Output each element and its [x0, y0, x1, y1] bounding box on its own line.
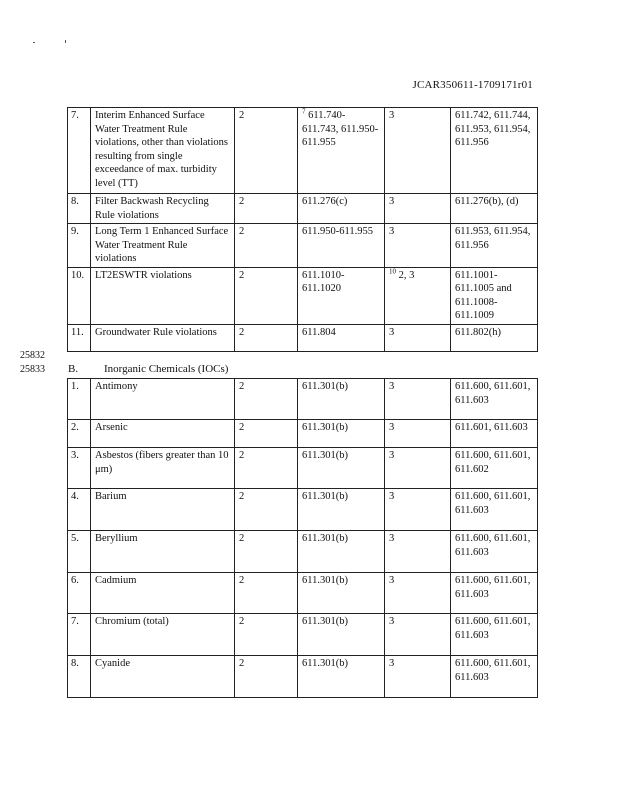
tier-cell: 2: [235, 448, 298, 489]
row-number: 4.: [68, 489, 91, 531]
citation-cell-text: 611.740-611.743, 611.950-611.955: [302, 110, 379, 148]
reporting-cell: [385, 267, 451, 324]
citation-cell: 611.301(b): [298, 573, 385, 614]
section-title: Inorganic Chemicals (IOCs): [104, 363, 229, 375]
notice-cell: 611.601, 611.603: [451, 420, 538, 448]
citation-cell: 611.950-611.955: [298, 224, 385, 268]
tier-cell: 2: [235, 108, 298, 194]
violation-cell: Asbestos (fibers greater than 10 μm): [91, 448, 235, 489]
violation-cell: Cadmium: [91, 573, 235, 614]
reporting-cell: 3: [385, 614, 451, 656]
row-number: 8.: [68, 194, 91, 224]
notice-cell: 611.802(h): [451, 324, 538, 351]
line-number: 25833: [20, 364, 45, 375]
notice-cell: 611.600, 611.601, 611.603: [451, 614, 538, 656]
citation-cell: 611.301(b): [298, 448, 385, 489]
citation-cell: 611.301(b): [298, 379, 385, 420]
table-row: [68, 489, 538, 531]
row-number: 7.: [68, 614, 91, 656]
table-row: [68, 573, 538, 614]
citation-cell: 611.301(b): [298, 614, 385, 656]
notice-cell: 611.742, 611.744, 611.953, 611.954, 611.956: [451, 108, 538, 194]
tier-cell: 2: [235, 224, 298, 268]
line-number: 25832: [20, 350, 45, 361]
notice-cell: 611.600, 611.601, 611.603: [451, 656, 538, 698]
reporting-cell: 3: [385, 573, 451, 614]
table-row: [68, 656, 538, 698]
row-number: 3.: [68, 448, 91, 489]
section-heading: [68, 363, 228, 377]
notice-cell: 611.600, 611.601, 611.603: [451, 573, 538, 614]
notice-cell: 611.600, 611.601, 611.602: [451, 448, 538, 489]
row-number: 11.: [68, 324, 91, 351]
scan-speck: [33, 42, 35, 43]
tier-cell: 2: [235, 267, 298, 324]
notice-cell: 611.600, 611.601, 611.603: [451, 531, 538, 573]
tier-cell: 2: [235, 379, 298, 420]
row-number: 1.: [68, 379, 91, 420]
violation-cell: Long Term 1 Enhanced Surface Water Treatment Rule violations: [91, 224, 235, 268]
document-id: JCAR350611-1709171r01: [412, 79, 533, 91]
table-surface-water-violations: [67, 107, 538, 352]
notice-cell: 611.600, 611.601, 611.603: [451, 379, 538, 420]
table-row: [68, 614, 538, 656]
citation-cell: 611.301(b): [298, 531, 385, 573]
row-number: 8.: [68, 656, 91, 698]
tier-cell: 2: [235, 324, 298, 351]
citation-cell: 611.301(b): [298, 656, 385, 698]
table-row: [68, 379, 538, 420]
citation-cell: [298, 108, 385, 194]
violation-cell: LT2ESWTR violations: [91, 267, 235, 324]
tier-cell: 2: [235, 573, 298, 614]
table-row: [68, 224, 538, 268]
reporting-cell: 3: [385, 224, 451, 268]
reporting-cell-text: 2, 3: [398, 269, 415, 281]
reporting-cell: 3: [385, 194, 451, 224]
row-number: 9.: [68, 224, 91, 268]
notice-cell: 611.953, 611.954, 611.956: [451, 224, 538, 268]
citation-cell: 611.301(b): [298, 420, 385, 448]
violation-cell: Cyanide: [91, 656, 235, 698]
violation-cell: Groundwater Rule violations: [91, 324, 235, 351]
citation-cell: 611.1010-611.1020: [298, 267, 385, 324]
scan-speck: [65, 40, 66, 43]
table-row: [68, 194, 538, 224]
notice-cell: 611.1001-611.1005 and 611.1008-611.1009: [451, 267, 538, 324]
table-inorganic-chemicals: [67, 378, 538, 698]
reporting-cell: 3: [385, 108, 451, 194]
notice-cell: 611.600, 611.601, 611.603: [451, 489, 538, 531]
footnote-marker: 7: [302, 107, 306, 116]
table-row: [68, 267, 538, 324]
violation-cell: Chromium (total): [91, 614, 235, 656]
citation-cell: 611.301(b): [298, 489, 385, 531]
reporting-cell: 3: [385, 420, 451, 448]
tier-cell: 2: [235, 614, 298, 656]
table-row: [68, 448, 538, 489]
tier-cell: 2: [235, 531, 298, 573]
tier-cell: 2: [235, 656, 298, 698]
notice-cell: 611.276(b), (d): [451, 194, 538, 224]
reporting-cell: 3: [385, 531, 451, 573]
reporting-cell: 3: [385, 656, 451, 698]
table-row: [68, 108, 538, 194]
tier-cell: 2: [235, 420, 298, 448]
table-row: [68, 531, 538, 573]
row-number: 2.: [68, 420, 91, 448]
footnote-marker: 10: [389, 267, 396, 275]
citation-cell: 611.276(c): [298, 194, 385, 224]
table-row: [68, 324, 538, 351]
reporting-cell: 3: [385, 489, 451, 531]
violation-cell: Beryllium: [91, 531, 235, 573]
reporting-cell: 3: [385, 324, 451, 351]
row-number: 10.: [68, 267, 91, 324]
reporting-cell: 3: [385, 379, 451, 420]
violation-cell: Interim Enhanced Surface Water Treatment Rule violations, other than violations resulting from single exceedance of max. turbidity level (TT): [91, 108, 235, 194]
row-number: 6.: [68, 573, 91, 614]
citation-cell: 611.804: [298, 324, 385, 351]
reporting-cell: 3: [385, 448, 451, 489]
violation-cell: Arsenic: [91, 420, 235, 448]
violation-cell: Barium: [91, 489, 235, 531]
row-number: 7.: [68, 108, 91, 194]
tier-cell: 2: [235, 194, 298, 224]
violation-cell: Filter Backwash Recycling Rule violations: [91, 194, 235, 224]
violation-cell: Antimony: [91, 379, 235, 420]
section-letter: B.: [68, 363, 79, 375]
tier-cell: 2: [235, 489, 298, 531]
row-number: 5.: [68, 531, 91, 573]
table-row: [68, 420, 538, 448]
